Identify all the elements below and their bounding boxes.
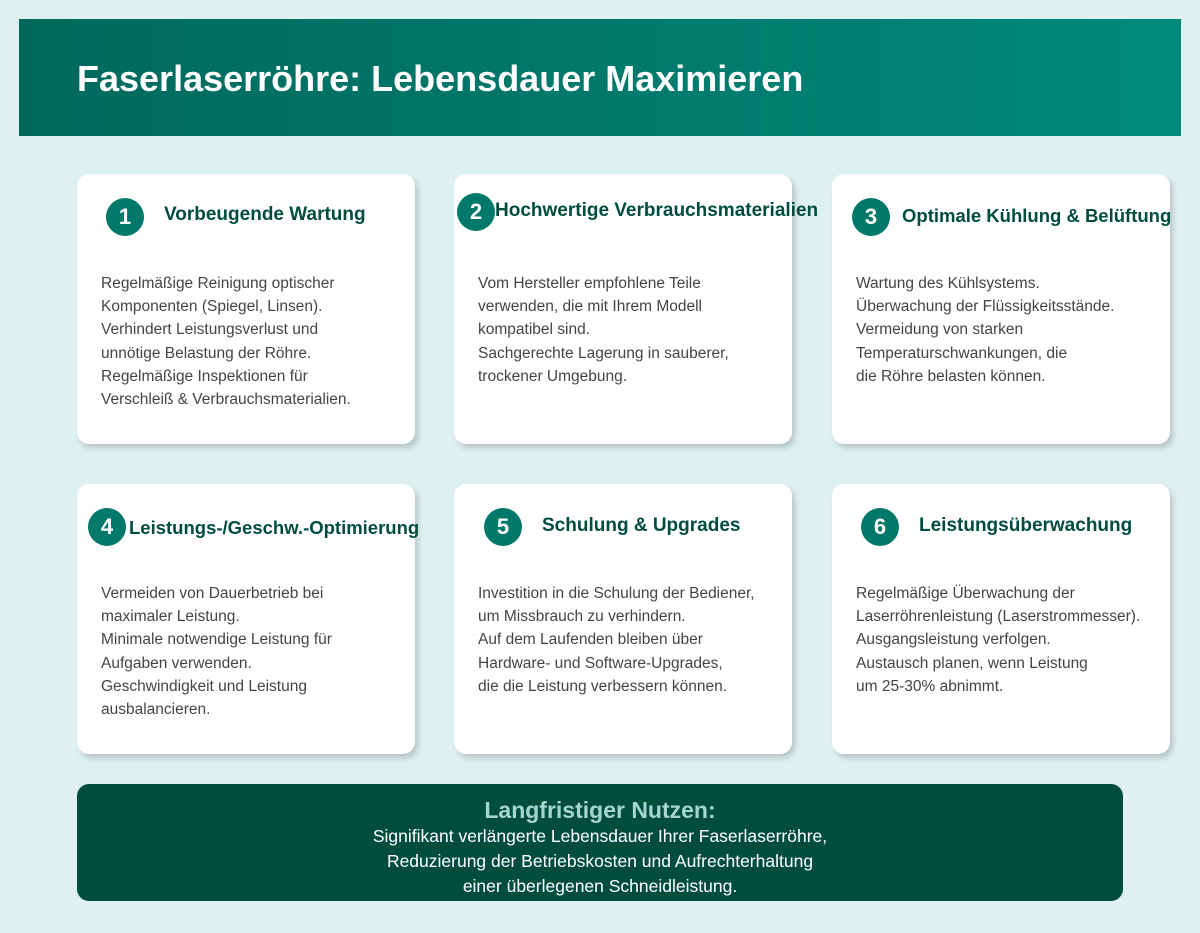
- card-body-line: die die Leistung verbessern können.: [478, 677, 728, 695]
- card-body-line: unnötige Belastung der Röhre.: [101, 344, 312, 362]
- step-number-badge: 4: [88, 508, 126, 546]
- card-body-line: Investition in die Schulung der Bediener,: [478, 585, 755, 602]
- card-body-line: Auf dem Laufenden bleiben über: [478, 631, 703, 649]
- card-title: Hochwertige Verbrauchsmaterialien: [495, 200, 819, 221]
- card-body-line: Hardware- und Software-Upgrades,: [478, 654, 723, 672]
- step-number-badge: 5: [484, 508, 522, 546]
- card-body: [478, 272, 788, 388]
- card-body-line: Vermeidung von starken: [856, 321, 1024, 339]
- step-number-badge: 6: [861, 508, 899, 546]
- card-body-line: maximaler Leistung.: [101, 608, 240, 626]
- card-body-line: Verschleiß & Verbrauchsmaterialien.: [101, 391, 351, 409]
- benefit-line: Signifikant verlängerte Lebensdauer Ihrer Faserlaserröhre,: [372, 826, 828, 846]
- tip-card-kuehlung-belueftung: [832, 174, 1170, 444]
- card-body-line: Regelmäßige Überwachung der: [856, 585, 1075, 602]
- card-body-line: Verhindert Leistungsverlust und: [101, 321, 319, 339]
- card-body-line: Ausgangsleistung verfolgen.: [856, 631, 1051, 649]
- step-number-badge: 3: [852, 198, 890, 236]
- card-body-line: kompatibel sind.: [478, 321, 591, 339]
- card-body-line: Komponenten (Spiegel, Linsen).: [101, 298, 323, 316]
- card-body-line: Regelmäßige Reinigung optischer: [101, 275, 335, 292]
- card-body-line: Überwachung der Flüssigkeitsstände.: [856, 298, 1115, 316]
- card-title: Leistungsüberwachung: [919, 515, 1133, 536]
- benefit-line: Reduzierung der Betriebskosten und Aufrechterhaltung: [386, 851, 814, 871]
- card-title: Schulung & Upgrades: [542, 515, 741, 536]
- card-title: Vorbeugende Wartung: [164, 204, 366, 225]
- card-body-line: Minimale notwendige Leistung für: [101, 631, 332, 649]
- card-body-line: Geschwindigkeit und Leistung: [101, 677, 307, 695]
- card-body-line: um Missbrauch zu verhindern.: [478, 608, 686, 626]
- card-body-line: Sachgerechte Lagerung in sauberer,: [478, 344, 729, 362]
- benefit-summary-box: [77, 784, 1123, 901]
- page-title: Faserlaserröhre: Lebensdauer Maximieren: [77, 58, 804, 99]
- card-title: Leistungs-/Geschw.-Optimierung: [129, 517, 420, 538]
- card-body-line: Wartung des Kühlsystems.: [856, 275, 1040, 292]
- card-body-line: Vom Hersteller empfohlene Teile: [478, 275, 701, 292]
- tip-card-vorbeugende-wartung: [77, 174, 415, 444]
- card-body-line: verwenden, die mit Ihrem Modell: [478, 298, 702, 316]
- benefit-title: Langfristiger Nutzen:: [484, 797, 716, 823]
- card-body-line: ausbalancieren.: [101, 701, 211, 719]
- tip-card-leistungsueberwachung: [832, 484, 1170, 754]
- step-number-badge: 1: [106, 198, 144, 236]
- card-body-line: die Röhre belasten können.: [856, 367, 1046, 385]
- card-body-line: Laserröhrenleistung (Laserstrommesser).: [856, 608, 1141, 626]
- card-body-line: Austausch planen, wenn Leistung: [856, 654, 1088, 672]
- card-body: [101, 272, 411, 411]
- card-body: [856, 272, 1166, 388]
- tip-card-verbrauchsmaterialien: [454, 174, 819, 444]
- card-body: [101, 582, 411, 721]
- card-body-line: um 25-30% abnimmt.: [856, 677, 1004, 695]
- page-header: [19, 19, 1181, 136]
- card-title: Optimale Kühlung & Belüftung: [902, 205, 1172, 226]
- card-body-line: Regelmäßige Inspektionen für: [101, 367, 308, 385]
- card-body-line: Aufgaben verwenden.: [101, 654, 252, 672]
- card-body: [856, 582, 1166, 698]
- card-body-line: trockener Umgebung.: [478, 367, 628, 385]
- card-body: [478, 582, 788, 698]
- tip-card-schulung-upgrades: [454, 484, 792, 754]
- tip-card-leistungsoptimierung: [77, 484, 420, 754]
- benefit-line: einer überlegenen Schneidleistung.: [462, 876, 738, 896]
- card-body-line: Temperaturschwankungen, die: [856, 344, 1068, 362]
- card-body-line: Vermeiden von Dauerbetrieb bei: [101, 585, 324, 602]
- step-number-badge: 2: [457, 193, 495, 231]
